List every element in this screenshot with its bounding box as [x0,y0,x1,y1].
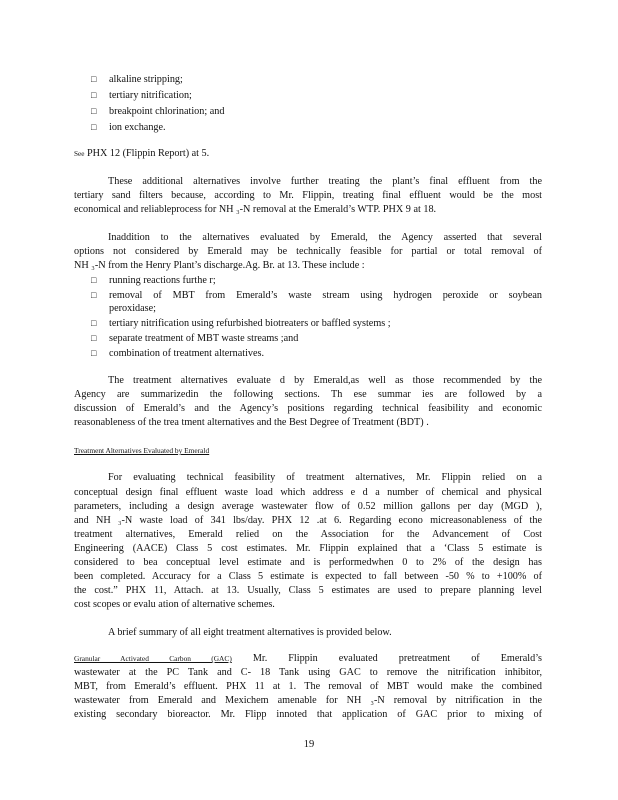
paragraph-line: NH ₃-N from the Henry Plant’s discharge.Ag. Br. at 13. These include : [74,260,365,271]
bullet-icon: □ [91,290,97,300]
section-heading: Treatment Alternatives Evaluated by Emerald [74,446,210,455]
subheading: Granular Activated Carbon (GAC) [74,654,232,663]
paragraph-line: conceptual design final effluent waste load which address e d a number of chemical and physical [74,487,542,498]
paragraph-line: treatment alternatives, Emerald relied on the Association for the Advancement of Cost [74,529,542,540]
bullet-icon: □ [91,74,97,84]
bullet-icon: □ [91,122,97,132]
paragraph-line: tertiary sand filters because, according to Mr. Flippin, treating final effluent would be the most [74,190,542,201]
bullet-icon: □ [91,90,97,100]
paragraph-line: existing secondary bioreactor. Mr. Flipp innoted that application of GAC prior to mixing of [74,709,542,720]
list-item: removal of MBT from Emerald’s waste stream using hydrogen peroxide or soybean [109,290,542,301]
bullet-icon: □ [91,333,97,343]
citation-text: PHX 12 (Flippin Report) at 5. [86,148,210,159]
paragraph-line: MBT, from Emerald’s effluent. PHX 11 at 1. The removal of MBT would make the combined [74,681,542,692]
paragraph-line: These additional alternatives involve further treating the plant’s final effluent from the [108,176,542,187]
paragraph-line: Inaddition to the alternatives evaluated by Emerald, the Agency asserted that several [108,232,542,243]
paragraph-line: options not considered by Emerald may be technically feasible for partial or total removal of [74,246,542,257]
list-item: running reactions furthe r; [109,275,216,286]
paragraph-line: parameters, including a design average wastewater flow of 0.52 million gallons per day (MGD ), [74,501,542,512]
list-item: combination of treatment alternatives. [109,348,265,359]
list-item: ion exchange. [109,122,166,133]
paragraph-line: Engineering (AACE) Class 5 cost estimates. Mr. Flippin explained that a ‘Class 5 estimate is [74,543,542,554]
bullet-icon: □ [91,106,97,116]
paragraph-line: reasonableness of the trea tment alternatives and the Best Degree of Treatment (BDT) . [74,417,429,428]
paragraph-line: The treatment alternatives evaluate d by Emerald,as well as those recommended by the [108,375,542,386]
paragraph-line: and NH ₃-N waste load of 341 lbs/day. PHX 12 .at 6. Regarding econo micreasonableness of the [74,515,542,526]
bullet-icon: □ [91,348,97,358]
paragraph-line [74,652,542,665]
paragraph-line: cost scopes or evalu ation of alternative schemes. [74,599,275,610]
list-item: alkaline stripping; [109,74,183,85]
bullet-icon: □ [91,275,97,285]
paragraph-line: wastewater from Emerald and Mexichem amenable for NH ₃-N removal by nitrification in the [74,695,542,706]
paragraph-line: been completed. Accuracy for a Class 5 estimate is expected to fall between -50 % to +100% of [74,571,542,582]
list-item: tertiary nitrification using refurbished biotreaters or baffled systems ; [109,318,391,329]
list-item: separate treatment of MBT waste streams ;and [109,333,299,344]
paragraph-line: Agency are summarizedin the following sections. Th ese summar ies are followed by a [74,389,542,400]
paragraph-line: wastewater at the PC Tank and C- 18 Tank using GAC to remove the nitrification inhibitor, [74,667,542,678]
paragraph-line: economical and reliableprocess for NH ₃-N removal at the Emerald’s WTP. PHX 9 at 18. [74,204,437,215]
paragraph-line: the cost.” PHX 11, Attach. at 13. Usually, Class 5 estimates are used to prepare planning level [74,585,542,596]
paragraph-line: considered to bea conceptual level estimate and is performedwhen 0 to 2% of the design has [74,557,542,568]
citation-note [74,147,542,161]
list-item: breakpoint chlorination; and [109,106,225,117]
paragraph-line: discussion of Emerald’s and the Agency’s positions regarding technical feasibility and economic [74,403,542,414]
subheading-text: Mr. Flippin evaluated pretreatment of Emerald’s [252,653,543,664]
bullet-icon: □ [91,318,97,328]
paragraph-line: For evaluating technical feasibility of treatment alternatives, Mr. Flippin relied on a [108,472,542,483]
paragraph-line: A brief summary of all eight treatment alternatives is provided below. [108,627,392,638]
list-item: tertiary nitrification; [109,90,192,101]
see-signal: See [74,150,85,158]
page-number: 19 [303,739,315,750]
list-item-continuation: peroxidase; [109,303,156,314]
